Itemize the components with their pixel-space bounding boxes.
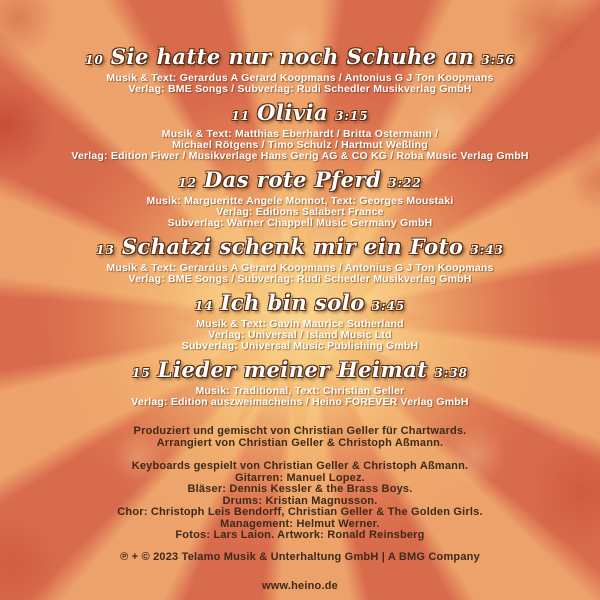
- production-credits: [0, 425, 600, 449]
- track-credit-line: Subverlag: Universal Music Publishing GmbH: [181, 340, 419, 352]
- track-credit-line: Musik & Text: Gavin Maurice Sutherland: [196, 318, 404, 330]
- track-title-line: [0, 292, 600, 317]
- track-duration: 3:22: [388, 176, 422, 190]
- track-entry-10: [0, 46, 600, 95]
- track-entry-13: [0, 236, 600, 285]
- track-title: Olivia: [257, 100, 329, 125]
- personnel-credit-line: Fotos: Lars Laion. Artwork: Ronald Reinsberg: [175, 529, 425, 541]
- production-credit-line: Arrangiert von Christian Geller & Christoph Aßmann.: [156, 437, 444, 449]
- track-duration: 3:38: [434, 366, 468, 380]
- track-number: 12: [178, 176, 197, 190]
- track-credit-line: Verlag: BME Songs / Subverlag: Rudi Schedler Musikverlag GmbH: [128, 273, 472, 285]
- personnel-credit-line: Management: Helmut Werner.: [220, 517, 380, 530]
- copyright-line: ℗ + © 2023 Telamo Musik & Unterhaltung GmbH | A BMG Company: [120, 550, 480, 563]
- track-number: 14: [194, 299, 214, 313]
- track-credit-line: Musik: Traditional, Text: Christian Geller: [195, 385, 405, 397]
- track-title: Ich bin solo: [220, 290, 365, 315]
- track-title: Sie hatte nur noch Schuhe an: [110, 44, 475, 69]
- track-entry-15: [0, 359, 600, 408]
- website-url: www.heino.de: [262, 579, 338, 592]
- track-entry-12: [0, 169, 600, 229]
- track-title-line: [0, 236, 600, 261]
- personnel-credit-line: Chor: Christoph Leis Bendorff, Christian Geller & The Golden Girls.: [117, 506, 483, 518]
- track-title: Das rote Pferd: [203, 167, 382, 192]
- track-entry-11: [0, 102, 600, 162]
- personnel-credits: [0, 461, 600, 542]
- personnel-credit-line: Drums: Kristian Magnusson.: [222, 494, 378, 507]
- track-credit-line: Verlag: Edition Fiwer / Musikverlage Hans Gerig AG & CO KG / Roba Music Verlag GmbH: [71, 150, 529, 162]
- personnel-credit-line: Bläser: Dennis Kessler & the Brass Boys.: [187, 483, 413, 495]
- track-number: 11: [231, 109, 251, 123]
- track-credit-line: Verlag: BME Songs / Subverlag: Rudi Schedler Musikverlag GmbH: [128, 83, 472, 95]
- track-credit-line: Musik & Text: Gerardus A Gerard Koopmans / Antonius G J Ton Koopmans: [106, 72, 494, 84]
- track-title-line: [0, 359, 600, 384]
- production-credit-line: Produziert und gemischt von Christian Geller für Chartwards.: [133, 425, 467, 437]
- track-title: Lieder meiner Heimat: [157, 357, 428, 382]
- track-duration: 3:56: [481, 53, 515, 67]
- track-number: 13: [96, 243, 115, 257]
- track-credit-line: Musik: Margueritte Angele Monnot, Text: Georges Moustaki: [146, 195, 454, 207]
- track-credit-line: Subverlag: Warner Chappell Music Germany GmbH: [167, 217, 433, 229]
- track-title-line: [0, 169, 600, 194]
- track-credit-line: Verlag: Edition auszweimacheins / Heino FOREVER Verlag GmbH: [131, 396, 469, 408]
- track-duration: 3:43: [470, 243, 504, 257]
- track-entry-14: [0, 292, 600, 352]
- track-title-line: [0, 102, 600, 127]
- personnel-credit-line: Keyboards gespielt von Christian Geller & Christoph Aßmann.: [131, 460, 469, 472]
- track-credit-line: Verlag: Editions Salabert France: [216, 206, 384, 218]
- track-title-line: [0, 46, 600, 71]
- track-duration: 3:45: [371, 299, 406, 313]
- track-credit-line: Musik & Text: Matthias Eberhardt / Britta Ostermann /: [161, 128, 439, 140]
- track-duration: 3:15: [335, 109, 369, 123]
- track-title: Schatzi schenk mir ein Foto: [121, 234, 464, 259]
- track-number: 15: [132, 366, 151, 380]
- personnel-credit-line: Gitarren: Manuel Lopez.: [235, 471, 365, 484]
- track-credit-line: Musik & Text: Gerardus A Gerard Koopmans / Antonius G J Ton Koopmans: [106, 262, 494, 274]
- track-number: 10: [85, 53, 104, 67]
- track-credit-line: Michael Rötgens / Timo Schulz / Hartmut Weßling: [172, 139, 428, 151]
- track-credit-line: Verlag: Universal / Island Music Ltd: [208, 329, 392, 341]
